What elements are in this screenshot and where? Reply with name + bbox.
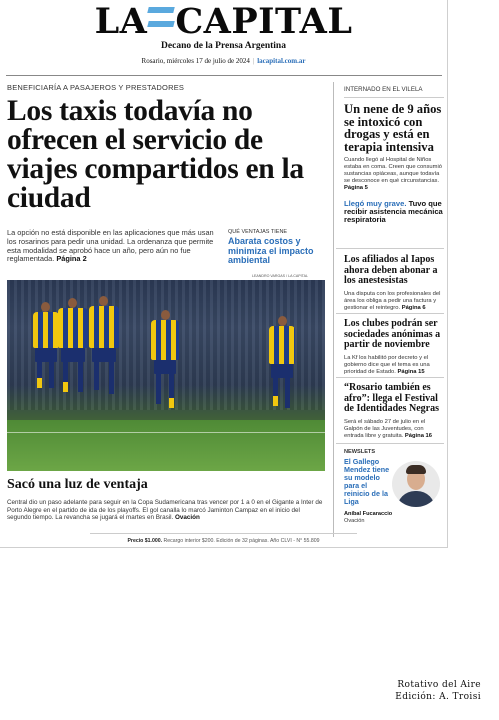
story3-page-ref: Página 15 [397,368,425,375]
sidebar-story-2[interactable] [344,255,444,312]
website-link[interactable]: lacapital.com.ar [257,57,306,65]
related-title[interactable]: Abarata costos y minimiza el impacto ambiental [228,236,314,265]
dateline [0,57,447,65]
price-divider [90,533,357,534]
newsletter-author: Aníbal Fucaraccio [344,511,393,517]
story2-headline[interactable]: Los afiliados al Iapos ahora deben abonar a los anestesistas [344,254,438,286]
masthead [0,1,447,65]
story1-extra-text: Tuvo que recibir asistencia mecánica respiratoria [344,199,443,224]
story1-kicker-rule [344,97,444,98]
price-line [0,538,447,544]
story4-page-ref: Página 16 [404,432,432,439]
story1-extra[interactable] [344,200,444,224]
main-story-lead [7,229,219,264]
pitch-line [7,432,325,433]
edition-footer [395,679,481,703]
sidebar-story-4[interactable] [344,383,444,440]
story4-body [344,419,444,440]
price-value: Precio $1.000. [127,538,163,544]
related-box[interactable] [228,229,326,266]
story2-body [344,291,444,312]
footer-line-1: Rotativo del Aire [397,680,481,690]
story2-body-text: Una disputa con los profesionales del área los obliga a pedir una factura y gestionar el reintegro. [344,290,441,311]
lead-page-ref: Página 2 [56,254,87,264]
date-text: Rosario, miércoles 17 de julio de 2024 [141,57,250,65]
story4-body-text: Será el sábado 27 de julio en el Galpón de las Juventudes, con entrada libre y gratuita. [344,418,426,439]
main-story-headline[interactable]: Los taxis todavía no ofrecen el servicio de viajes compartidos en la ciudad [7,95,304,214]
story1-body [344,157,444,192]
newsletter-title[interactable]: El Gallego Mendez tiene su modelo para el reinicio de la Liga [344,457,390,506]
main-story-kicker: BENEFICIARÍA A PASAJEROS Y PRESTADORES [7,83,185,92]
logo-text-left: LA [94,1,148,42]
photo-caption [7,499,325,522]
dateline-separator: | [252,57,255,65]
story1-body-text: Cuando llegó al Hospital de Niños estaba en coma. Creen que consumió sustancias opiáceas, aunque todavía se desconoce en qué circunstancias. [344,157,442,184]
football-photo[interactable] [7,280,325,471]
footer-line-2: Edición: A. Troisi [395,692,481,702]
sidebar-divider [336,443,444,444]
caption-text: Central dio un paso adelante para seguir en la Copa Sudamericana tras vencer por 1 a 0 en el Gigante a Inter de Porto Alegre en el partido de ida de los playoffs. El gol canalla lo marcó Jaminton Campaz en el inicio del segundo tiempo. La revancha se jugará el martes en Brasil. [7,499,323,522]
price-details: Recargo interior $200. Edición de 32 páginas. Año CLVI - N° 55.809 [163,538,320,544]
story4-headline[interactable]: “Rosario también es afro”: llega el Festival de Identidades Negras [344,382,440,414]
flag-icon [148,5,174,29]
story3-body-text: La Kf los habilitó por decreto y el gobierno dice que el tema es una prioridad de Estado. [344,354,430,375]
main-story[interactable] [7,83,325,213]
sidebar-story-1[interactable] [344,86,444,224]
story1-headline[interactable]: Un nene de 9 años se intoxicó con drogas y está en terapia intensiva [344,102,442,154]
author-avatar [392,461,440,507]
newsletter-section: Ovación [344,518,365,524]
logo-text-right: CAPITAL [175,1,353,42]
sidebar-divider [336,313,444,314]
masthead-divider [6,75,442,76]
sidebar-divider [336,377,444,378]
story1-kicker: INTERNADO EN EL VILELA [344,86,423,93]
story2-page-ref: Página 6 [401,304,426,311]
story3-body [344,355,444,376]
sidebar-divider [336,248,444,249]
photo-subhead[interactable]: Sacó una luz de ventaja [7,477,148,492]
caption-section: Ovación [175,514,200,522]
story1-extra-blue: Llegó muy grave. [344,199,407,208]
story1-page-ref: Página 5 [344,185,368,191]
newsletter-kicker: NEWSLETS [344,449,376,455]
sidebar-story-3[interactable] [344,319,444,376]
related-kicker: QUÉ VENTAJAS TIENE [228,229,288,235]
photo-credit: LEANDRO VARGAS / LA CAPITAL [252,274,308,278]
pitch [7,420,325,471]
story3-headline[interactable]: Los clubes podrán ser sociedades anónimas a partir de noviembre [344,318,441,350]
tagline: Decano de la Prensa Argentina [161,41,286,51]
lead-text: La opción no está disponible en las aplicaciones que más usan los rosarinos para pedir una unidad. La ordenanza que permite esta modalidad se aprobó hace un año, pero aún no fue reglamentada. [7,228,214,264]
column-divider [333,82,334,537]
newspaper-logo[interactable] [94,1,353,42]
